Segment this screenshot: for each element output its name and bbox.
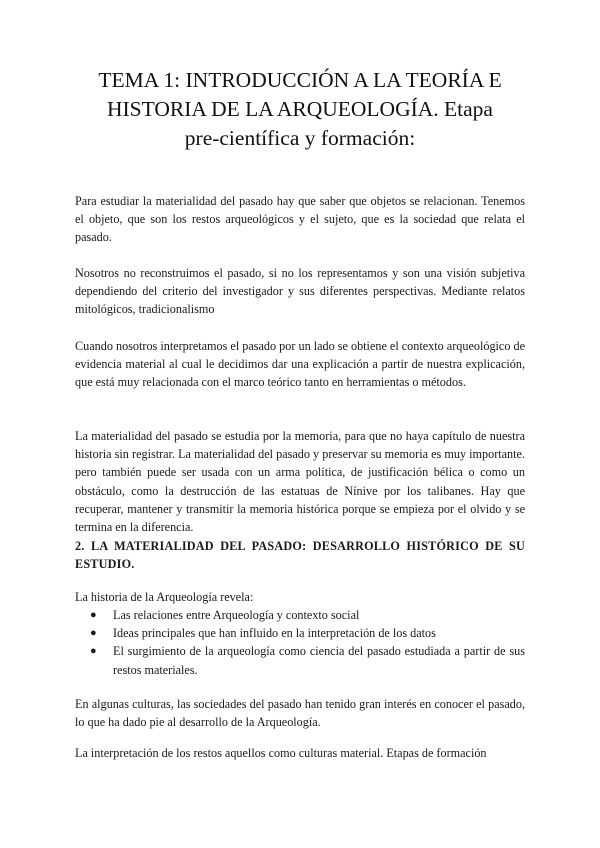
list-item-text: El surgimiento de la arqueología como ciencia del pasado estudiada a partir de sus restos materiales.: [113, 644, 525, 677]
list-item-text: Las relaciones entre Arqueología y contexto social: [113, 608, 360, 622]
title-line-1: TEMA 1: INTRODUCCIÓN A LA TEORÍA E: [98, 68, 502, 92]
paragraph-5: En algunas culturas, las sociedades del pasado han tenido gran interés en conocer el pasado, lo que ha dado pie al desarrollo de la Arqueología.: [75, 697, 525, 730]
section-heading: 2. LA MATERIALIDAD DEL PASADO: DESARROLLO HISTÓRICO DE SU ESTUDIO.: [75, 539, 525, 572]
bullet-icon: ●: [90, 609, 97, 621]
list-intro: La historia de la Arqueología revela:: [75, 590, 254, 604]
paragraph-4: La materialidad del pasado se estudia por la memoria, para que no haya capítulo de nuestra historia sin registrar. La materialidad del pasado y preservar su memoria es muy importante. pero también puede ser usada con un arma política, de justificación bélica o como un obstáculo, como la destrucción de las estatuas de Nínive por los talibanes. Hay que recuperar, mantener y transmitir la memoria histórica porque se empieza por el olvido y se termina en la diferencia.: [75, 429, 525, 535]
list-item: [75, 606, 525, 624]
paragraph-6: La interpretación de los restos aquellos como culturas material. Etapas de formación: [75, 746, 487, 760]
title-line-3: pre-científica y formación:: [184, 126, 416, 150]
paragraph-1: Para estudiar la materialidad del pasado hay que saber que objetos se relacionan. Tenemos el objeto, que son los restos arqueológicos y el sujeto, que es la sociedad que relata el pasado.: [75, 194, 525, 245]
list-item: [75, 642, 525, 678]
paragraph-2: Nosotros no reconstruimos el pasado, si no los representamos y son una visión subjetiva dependiendo del criterio del investigador y sus diferentes perspectivas. Mediante relatos mitológicos, tradicionalismo: [75, 266, 525, 317]
paragraph-3: Cuando nosotros interpretamos el pasado por un lado se obtiene el contexto arqueológico de evidencia material al cual le decidimos dar una explicación a partir de nuestra explicación, que está muy relacionada con el marco teórico tanto en herramientas o métodos.: [75, 339, 525, 390]
page-title: [60, 66, 540, 153]
bullet-icon: ●: [90, 645, 97, 658]
list-item-text: Ideas principales que han influido en la interpretación de los datos: [113, 626, 436, 641]
list-item: [75, 624, 525, 642]
bullet-list: [75, 606, 525, 679]
bullet-icon: ●: [90, 627, 97, 640]
title-line-2: HISTORIA DE LA ARQUEOLOGÍA. Etapa: [107, 97, 493, 121]
